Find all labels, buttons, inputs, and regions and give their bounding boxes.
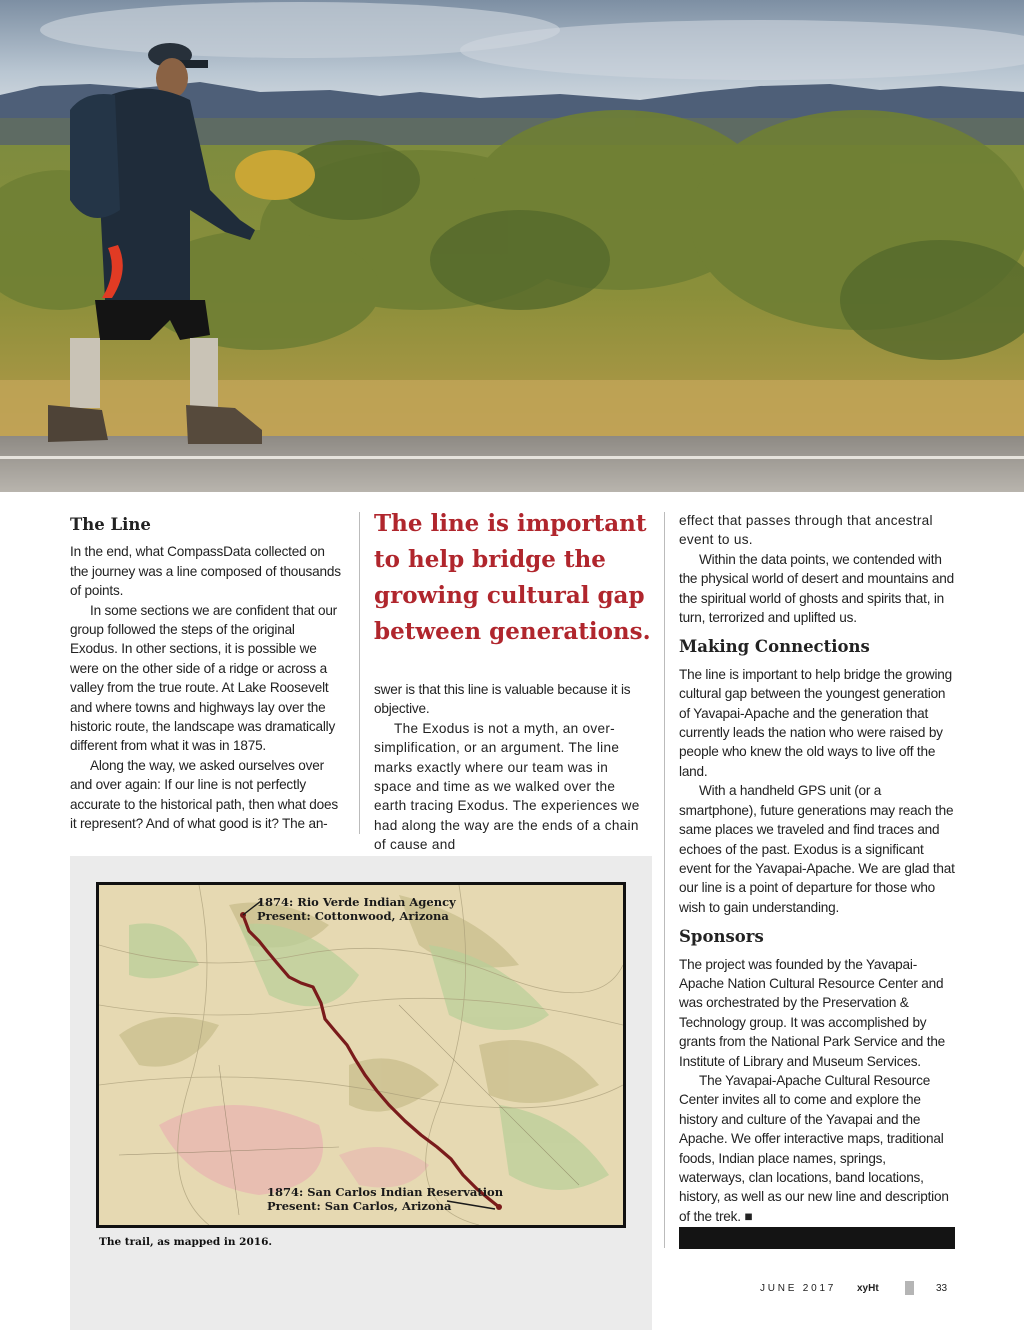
body-paragraph: Along the way, we asked ourselves over and over again: If our line is not perfectly accurate to the historical path, then what does it represent? And of what good is it? The an- [70, 757, 338, 832]
column-divider [664, 512, 665, 1248]
map-label-origin [257, 895, 456, 923]
map-label-destination-line1: 1874: San Carlos Indian Reservation [267, 1185, 504, 1199]
terrain-map-illustration [99, 885, 623, 1225]
hiker-photo-illustration [0, 0, 1024, 492]
body-paragraph: With a handheld GPS unit (or a smartphone), future generations may reach the same places we traveled and find traces and echoes of the past. Exodus is a significant event for the Yavapai-Apache. We are glad that our line is a point of departure for those who wish to gain understanding. [679, 783, 955, 915]
decorative-black-bar [679, 1227, 955, 1249]
map-caption: The trail, as mapped in 2016. [99, 1236, 273, 1248]
hero-photo [0, 0, 1024, 492]
body-paragraph: The line is important to help bridge the growing cultural gap between the youngest generation of Yavapai-Apache and the generation that currently leads the nation who were raised by people who knew the old ways to live off the land. [679, 666, 953, 779]
map-label-destination-line2: Present: San Carlos, Arizona [267, 1199, 452, 1213]
pull-quote: The line is important to help bridge the growing cultural gap between generations. [374, 510, 651, 645]
article-column-1 [70, 515, 346, 834]
map-label-origin-line2: Present: Cottonwood, Arizona [257, 909, 449, 923]
map-label-destination [267, 1185, 503, 1213]
body-paragraph: Within the data points, we contended with the physical world of desert and mountains and the spiritual world of ghosts and spirits that, in turn, terrorized and uplifted us. [679, 551, 954, 626]
body-paragraph: swer is that this line is valuable because it is objective. [374, 682, 631, 717]
body-paragraph: The project was founded by the Yavapai-Apache Nation Cultural Resource Center and was orchestrated by the Preservation & Technology group. It was accomplished by grants from the National Park Service and the Institute of Library and Museum Services. [679, 956, 946, 1069]
section-heading-making-connections: Making Connections [679, 637, 870, 657]
article-column-3 [679, 511, 955, 1226]
body-paragraph: effect that passes through that ancestral event to us. [679, 513, 933, 548]
article-column-2 [374, 680, 644, 855]
section-heading-sponsors: Sponsors [679, 927, 764, 947]
footer-gray-block [905, 1281, 914, 1295]
section-heading-the-line: The Line [70, 515, 151, 534]
footer-date: J U N E 2 0 1 7 [760, 1283, 834, 1294]
body-paragraph: In the end, what CompassData collected on the journey was a line composed of thousands of points. [70, 544, 341, 599]
body-paragraph: The Exodus is not a myth, an over-simplification, or an argument. The line marks exactly where our team was in space and time as we walked over the earth tracing Exodus. The experiences we had along the way are the ends of a chain of cause and [374, 720, 640, 853]
body-paragraph: The Yavapai-Apache Cultural Resource Center invites all to come and explore the history and culture of the Yavapai and the Apache. We offer interactive maps, traditional foods, Indian place names, springs, waterways, clan locations, band locations, history, as well as our new line and description of the trek. ■ [679, 1072, 949, 1224]
trail-map [96, 882, 626, 1228]
body-paragraph: In some sections we are confident that our group followed the steps of the original Exodus. In other sections, it is possible we were on the other side of a ridge or across a valley from the true route. At Lake Roosevelt and where towns and highways lay over the historic route, the landscape was dramatically different from what it was in 1875. [70, 602, 338, 754]
footer-magazine-name: xyHt [857, 1283, 879, 1294]
map-label-origin-line1: 1874: Rio Verde Indian Agency [257, 895, 456, 909]
column-divider [359, 512, 360, 834]
page-number: 33 [936, 1283, 948, 1294]
